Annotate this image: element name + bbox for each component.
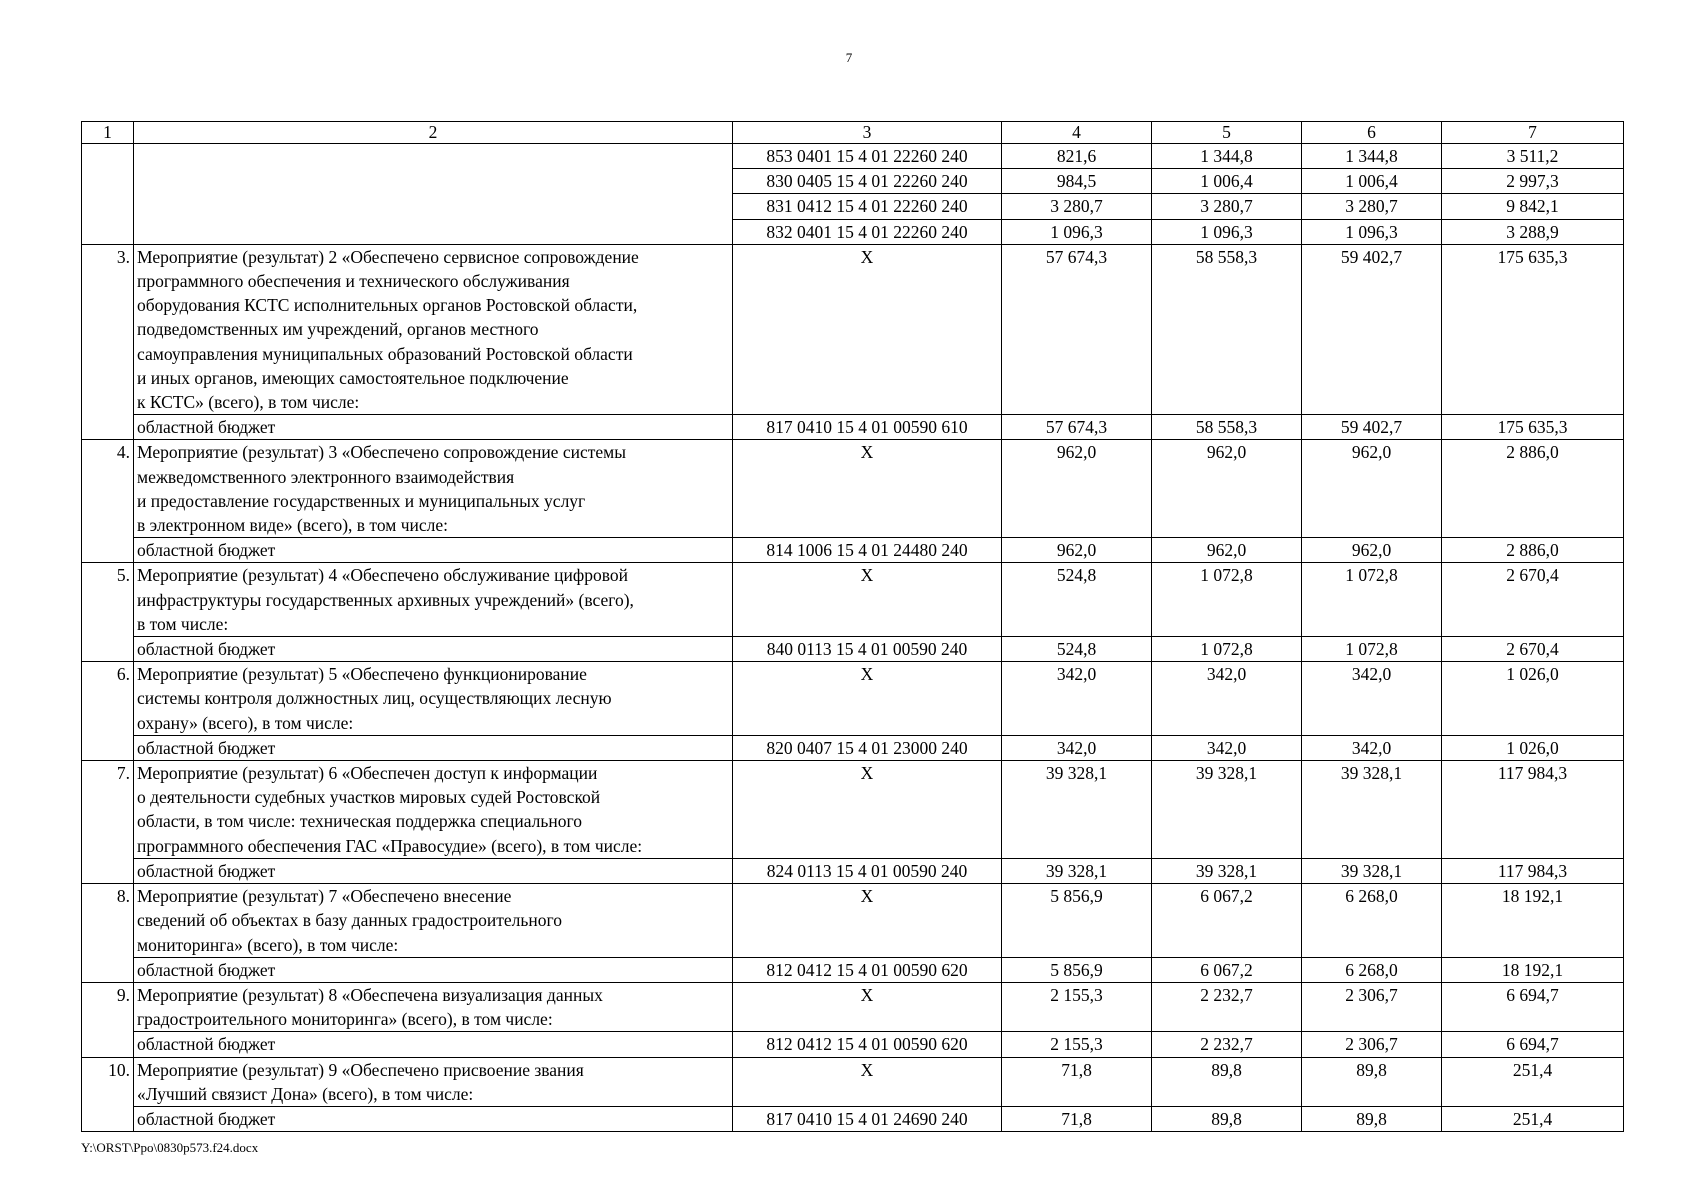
description-line: градостроительного мониторинга» (всего), в том числе: — [137, 1009, 553, 1030]
value-cell: 2 306,7 — [1302, 1032, 1442, 1057]
table-row — [82, 538, 1624, 563]
header-col-4: 4 — [1002, 122, 1152, 144]
description-line: Мероприятие (результат) 5 «Обеспечено функционирование — [137, 664, 587, 685]
budget-code-cell: Х — [733, 982, 1002, 1031]
source-label-cell: областной бюджет — [134, 538, 733, 563]
value-cell: 2 306,7 — [1302, 982, 1442, 1031]
budget-code-cell: 840 0113 15 4 01 00590 240 — [733, 637, 1002, 662]
value-cell: 1 072,8 — [1152, 563, 1302, 637]
budget-code-cell: 812 0412 15 4 01 00590 620 — [733, 1032, 1002, 1057]
source-label-cell: областной бюджет — [134, 858, 733, 883]
table-row — [82, 1032, 1624, 1057]
value-cell: 1 344,8 — [1302, 144, 1442, 169]
value-cell: 962,0 — [1152, 440, 1302, 538]
value-cell: 6 067,2 — [1152, 957, 1302, 982]
description-line: мониторинга» (всего), в том числе: — [137, 934, 399, 955]
value-cell: 1 096,3 — [1152, 219, 1302, 244]
description-line: Мероприятие (результат) 6 «Обеспечен доступ к информации — [137, 763, 598, 784]
table-row — [82, 637, 1624, 662]
description-line: и иных органов, имеющих самостоятельное подключение — [137, 367, 569, 388]
value-cell: 5 856,9 — [1002, 884, 1152, 958]
row-number-cell: 6. — [82, 662, 134, 761]
value-cell: 175 635,3 — [1442, 244, 1624, 414]
value-cell: 39 328,1 — [1302, 761, 1442, 859]
value-cell: 984,5 — [1002, 169, 1152, 194]
description-line: оборудования КСТС исполнительных органов Ростовской области, — [137, 295, 638, 316]
header-col-2: 2 — [134, 122, 733, 144]
value-cell: 59 402,7 — [1302, 244, 1442, 414]
measure-description-cell — [134, 1057, 733, 1106]
value-cell: 342,0 — [1002, 662, 1152, 736]
budget-code-cell: 830 0405 15 4 01 22260 240 — [733, 169, 1002, 194]
description-line: Мероприятие (результат) 4 «Обеспечено обслуживание цифровой — [137, 565, 628, 586]
value-cell: 59 402,7 — [1302, 415, 1442, 440]
value-cell: 524,8 — [1002, 563, 1152, 637]
budget-code-cell: Х — [733, 1057, 1002, 1106]
value-cell: 3 280,7 — [1152, 194, 1302, 219]
header-col-1: 1 — [82, 122, 134, 144]
row-number-cell: 9. — [82, 982, 134, 1057]
value-cell: 1 006,4 — [1152, 169, 1302, 194]
value-cell: 342,0 — [1302, 735, 1442, 760]
value-cell: 251,4 — [1442, 1106, 1624, 1131]
value-cell: 117 984,3 — [1442, 858, 1624, 883]
description-line: в электронном виде» (всего), в том числе: — [137, 515, 449, 536]
value-cell: 18 192,1 — [1442, 957, 1624, 982]
value-cell: 89,8 — [1302, 1106, 1442, 1131]
value-cell: 18 192,1 — [1442, 884, 1624, 958]
description-line: «Лучший связист Дона» (всего), в том числе: — [137, 1083, 474, 1104]
table-header-row — [82, 122, 1624, 144]
table-row — [82, 957, 1624, 982]
value-cell: 1 096,3 — [1302, 219, 1442, 244]
budget-code-cell: Х — [733, 244, 1002, 414]
table-row — [82, 761, 1624, 859]
header-col-6: 6 — [1302, 122, 1442, 144]
row-number-cell: 7. — [82, 761, 134, 884]
table-row — [82, 735, 1624, 760]
value-cell: 342,0 — [1152, 662, 1302, 736]
description-line: Мероприятие (результат) 9 «Обеспечено присвоение звания — [137, 1059, 584, 1080]
measure-description-cell — [134, 662, 733, 736]
value-cell: 9 842,1 — [1442, 194, 1624, 219]
measure-description-cell — [134, 244, 733, 414]
description-line: межведомственного электронного взаимодействия — [137, 466, 515, 487]
measure-description-cell — [134, 982, 733, 1031]
budget-code-cell: 832 0401 15 4 01 22260 240 — [733, 219, 1002, 244]
table-row — [82, 1106, 1624, 1131]
measure-description-cell — [134, 761, 733, 859]
description-line: Мероприятие (результат) 3 «Обеспечено сопровождение системы — [137, 442, 626, 463]
source-label-cell: областной бюджет — [134, 415, 733, 440]
budget-code-cell: Х — [733, 563, 1002, 637]
budget-code-cell: 817 0410 15 4 01 00590 610 — [733, 415, 1002, 440]
value-cell: 5 856,9 — [1002, 957, 1152, 982]
description-line: Мероприятие (результат) 7 «Обеспечено внесение — [137, 886, 512, 907]
value-cell: 3 280,7 — [1302, 194, 1442, 219]
value-cell: 1 026,0 — [1442, 662, 1624, 736]
source-label-cell: областной бюджет — [134, 637, 733, 662]
value-cell: 2 997,3 — [1442, 169, 1624, 194]
value-cell: 1 006,4 — [1302, 169, 1442, 194]
value-cell: 524,8 — [1002, 637, 1152, 662]
value-cell: 6 268,0 — [1302, 884, 1442, 958]
description-line: самоуправления муниципальных образований Ростовской области — [137, 343, 633, 364]
budget-code-cell: Х — [733, 440, 1002, 538]
value-cell: 3 280,7 — [1002, 194, 1152, 219]
budget-code-cell: 853 0401 15 4 01 22260 240 — [733, 144, 1002, 169]
value-cell: 89,8 — [1152, 1057, 1302, 1106]
value-cell: 58 558,3 — [1152, 244, 1302, 414]
value-cell: 1 026,0 — [1442, 735, 1624, 760]
value-cell: 39 328,1 — [1302, 858, 1442, 883]
description-line: к КСТС» (всего), в том числе: — [137, 392, 360, 413]
budget-code-cell: 831 0412 15 4 01 22260 240 — [733, 194, 1002, 219]
value-cell: 1 072,8 — [1302, 563, 1442, 637]
value-cell: 2 155,3 — [1002, 1032, 1152, 1057]
value-cell: 251,4 — [1442, 1057, 1624, 1106]
value-cell: 3 511,2 — [1442, 144, 1624, 169]
table-row — [82, 982, 1624, 1031]
table-body — [82, 122, 1624, 1132]
value-cell: 39 328,1 — [1002, 858, 1152, 883]
value-cell: 6 067,2 — [1152, 884, 1302, 958]
value-cell: 2 670,4 — [1442, 563, 1624, 637]
budget-code-cell: 820 0407 15 4 01 23000 240 — [733, 735, 1002, 760]
value-cell: 962,0 — [1152, 538, 1302, 563]
budget-table — [81, 121, 1624, 1132]
description-line: Мероприятие (результат) 8 «Обеспечена визуализация данных — [137, 984, 603, 1005]
table-row — [82, 415, 1624, 440]
description-line: о деятельности судебных участков мировых судей Ростовской — [137, 787, 601, 808]
description-line: программного обеспечения ГАС «Правосудие» (всего), в том числе: — [137, 835, 643, 856]
value-cell: 821,6 — [1002, 144, 1152, 169]
budget-code-cell: 817 0410 15 4 01 24690 240 — [733, 1106, 1002, 1131]
header-col-5: 5 — [1152, 122, 1302, 144]
value-cell: 117 984,3 — [1442, 761, 1624, 859]
description-line: инфраструктуры государственных архивных учреждений» (всего), — [137, 589, 634, 610]
budget-code-cell: 812 0412 15 4 01 00590 620 — [733, 957, 1002, 982]
value-cell: 962,0 — [1002, 440, 1152, 538]
measure-description-cell — [134, 440, 733, 538]
row-number-cell: 4. — [82, 440, 134, 563]
footer-file-path: Y:\ORST\Ppo\0830p573.f24.docx — [81, 1140, 259, 1155]
table-row — [82, 563, 1624, 637]
description-line: и предоставление государственных и муниципальных услуг — [137, 490, 586, 511]
source-label-cell: областной бюджет — [134, 1032, 733, 1057]
value-cell: 1 072,8 — [1152, 637, 1302, 662]
value-cell: 2 232,7 — [1152, 982, 1302, 1031]
value-cell: 1 072,8 — [1302, 637, 1442, 662]
value-cell: 57 674,3 — [1002, 244, 1152, 414]
value-cell: 6 268,0 — [1302, 957, 1442, 982]
header-col-3: 3 — [733, 122, 1002, 144]
value-cell: 39 328,1 — [1002, 761, 1152, 859]
value-cell: 6 694,7 — [1442, 982, 1624, 1031]
source-label-cell: областной бюджет — [134, 1106, 733, 1131]
value-cell: 2 886,0 — [1442, 538, 1624, 563]
value-cell: 39 328,1 — [1152, 858, 1302, 883]
value-cell: 342,0 — [1002, 735, 1152, 760]
row-number-cell: 10. — [82, 1057, 134, 1132]
table-row — [82, 244, 1624, 414]
description-line: подведомственных им учреждений, органов местного — [137, 319, 539, 340]
value-cell: 89,8 — [1302, 1057, 1442, 1106]
value-cell: 71,8 — [1002, 1106, 1152, 1131]
budget-code-cell: 814 1006 15 4 01 24480 240 — [733, 538, 1002, 563]
value-cell: 175 635,3 — [1442, 415, 1624, 440]
row-number-cell: 5. — [82, 563, 134, 662]
value-cell: 39 328,1 — [1152, 761, 1302, 859]
value-cell: 2 886,0 — [1442, 440, 1624, 538]
row-number-cell: 8. — [82, 884, 134, 983]
value-cell: 962,0 — [1302, 440, 1442, 538]
table-row — [82, 884, 1624, 958]
measure-description-cell — [134, 884, 733, 958]
page-number: 7 — [845, 50, 853, 65]
value-cell: 342,0 — [1302, 662, 1442, 736]
description-line: области, в том числе: техническая поддержка специального — [137, 811, 582, 832]
table-row — [82, 440, 1624, 538]
budget-code-cell: Х — [733, 761, 1002, 859]
description-line: охрану» (всего), в том числе: — [137, 712, 354, 733]
value-cell: 6 694,7 — [1442, 1032, 1624, 1057]
table-row — [82, 662, 1624, 736]
value-cell: 962,0 — [1302, 538, 1442, 563]
source-label-cell: областной бюджет — [134, 957, 733, 982]
budget-code-cell: Х — [733, 884, 1002, 958]
description-line: системы контроля должностных лиц, осуществляющих лесную — [137, 688, 612, 709]
value-cell: 2 232,7 — [1152, 1032, 1302, 1057]
table-row — [82, 858, 1624, 883]
value-cell: 71,8 — [1002, 1057, 1152, 1106]
row-number-cell: 3. — [82, 244, 134, 440]
measure-description-cell — [134, 563, 733, 637]
table-row — [82, 144, 1624, 169]
value-cell: 1 344,8 — [1152, 144, 1302, 169]
budget-code-cell: 824 0113 15 4 01 00590 240 — [733, 858, 1002, 883]
value-cell: 58 558,3 — [1152, 415, 1302, 440]
value-cell: 57 674,3 — [1002, 415, 1152, 440]
table-row — [82, 1057, 1624, 1106]
description-line: программного обеспечения и технического обслуживания — [137, 271, 570, 292]
description-line: сведений об объектах в базу данных градостроительного — [137, 910, 562, 931]
value-cell: 89,8 — [1152, 1106, 1302, 1131]
value-cell: 2 670,4 — [1442, 637, 1624, 662]
value-cell: 3 288,9 — [1442, 219, 1624, 244]
value-cell: 1 096,3 — [1002, 219, 1152, 244]
source-label-cell: областной бюджет — [134, 735, 733, 760]
value-cell: 2 155,3 — [1002, 982, 1152, 1031]
value-cell: 342,0 — [1152, 735, 1302, 760]
description-line: Мероприятие (результат) 2 «Обеспечено сервисное сопровождение — [137, 246, 639, 267]
header-col-7: 7 — [1442, 122, 1624, 144]
description-cell — [134, 144, 733, 245]
row-number-cell — [82, 144, 134, 245]
value-cell: 962,0 — [1002, 538, 1152, 563]
budget-code-cell: Х — [733, 662, 1002, 736]
description-line: в том числе: — [137, 613, 229, 634]
